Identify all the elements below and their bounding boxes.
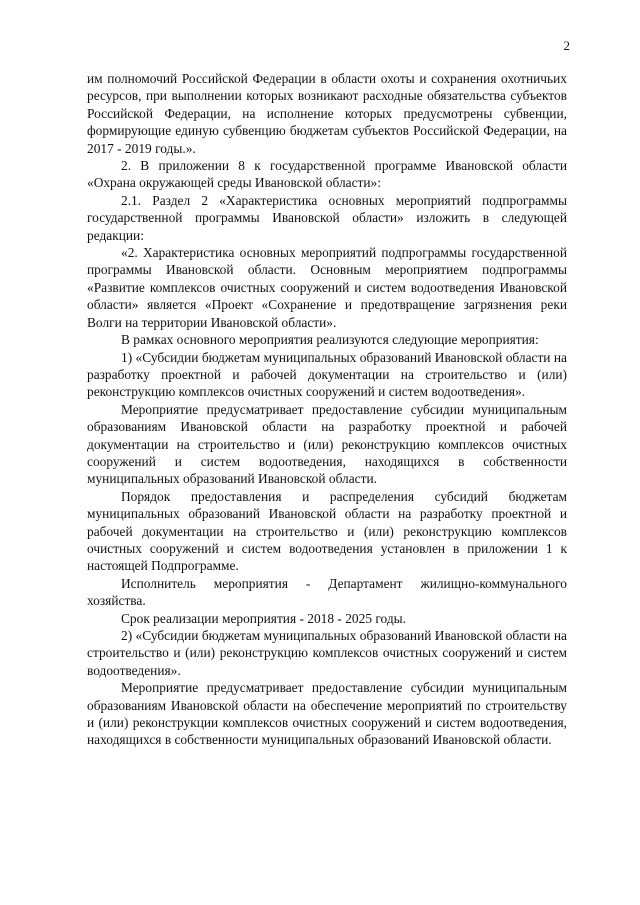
paragraph-activity-1-procedure: Порядок предоставления и распределения субсидий бюджетам муниципальных образований Ивановской области на разработку проектной и рабочей документации на строительство и (или) реконструкцию комплексов очистных сооружений и систем водоотведения установлен в приложении 1 к настоящей Подпрограмме. [87,488,567,574]
paragraph-activity-2-description: Мероприятие предусматривает предоставление субсидии муниципальным образованиям Ивановской области на обеспечение мероприятий по строительству и (или) реконструкции комплексов очистных сооружений и систем водоотведения, находящихся в собственности муниципальных образований Ивановской области. [87,680,567,748]
paragraph-section-2-text: «2. Характеристика основных мероприятий подпрограммы государственной программы Ивановской области. Основным мероприятием подпрограммы «Развитие комплексов очистных сооружений и систем водоотведения Ивановской области» является «Проект «Сохранение и предотвращение загрязнения реки Волги на территории Ивановской области». [87,245,567,330]
page-number: 2 [563,38,570,53]
paragraph-activity-1-title: 1) «Субсидии бюджетам муниципальных образований Ивановской области на разработку проектной и рабочей документации на строительство и (или) реконструкцию комплексов очистных сооружений и систем водоотведения». [87,349,567,400]
paragraph-activity-1-executor: Исполнитель мероприятия - Департамент жилищно-коммунального хозяйства. [87,575,567,609]
paragraph-continuation: им полномочий Российской Федерации в области охоты и сохранения охотничьих ресурсов, при выполнении которых возникают расходные обязательства субъектов Российской Федерации, на исполнение которых предусмотрены субвенции, формирующие единую субвенцию бюджетам субъектов Российской Федерации, на 2017 - 2019 годы.». [87,71,567,156]
paragraph-activity-1-description: Мероприятие предусматривает предоставление субсидии муниципальным образованиям Ивановской области на разработку проектной и рабочей документации на строительство и (или) реконструкцию комплексов очистных сооружений и систем водоотведения, находящихся в собственности муниципальных образований Ивановской области. [87,401,567,487]
paragraph-activities-intro: В рамках основного мероприятия реализуются следующие мероприятия: [121,332,539,348]
paragraph-item-2: 2. В приложении 8 к государственной программе Ивановской области «Охрана окружающей среды Ивановской области»: [87,158,567,191]
paragraph-activity-2-title: 2) «Субсидии бюджетам муниципальных образований Ивановской области на строительство и (или) реконструкцию комплексов очистных сооружений и систем водоотведения». [87,628,567,678]
paragraph-item-2-1: 2.1. Раздел 2 «Характеристика основных мероприятий подпрограммы государственной программы Ивановской области» изложить в следующей редакции: [87,192,567,243]
document-body [87,70,567,749]
paragraph-activity-1-period: Срок реализации мероприятия - 2018 - 2025 годы. [121,610,406,626]
